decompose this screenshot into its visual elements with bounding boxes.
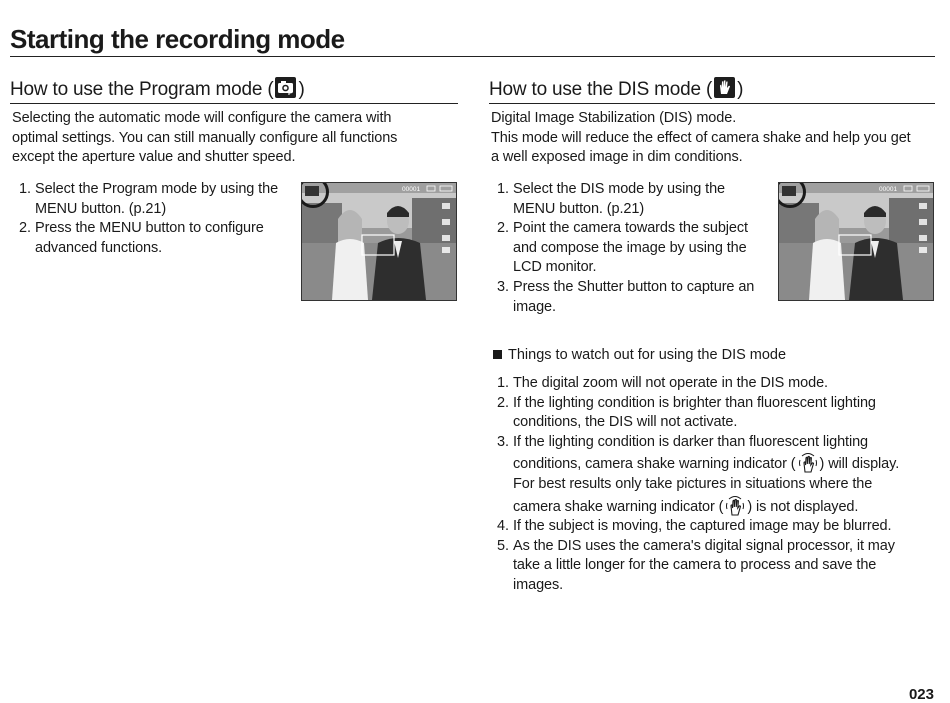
step-line: Press the MENU button to configure bbox=[35, 220, 264, 237]
shot-counter: 00001 bbox=[402, 186, 421, 193]
dis-intro-line: This mode will reduce the effect of camera shake and help you get bbox=[491, 129, 911, 146]
step-number: 2. bbox=[497, 220, 509, 237]
dis-intro-line: a well exposed image in dim conditions. bbox=[491, 149, 743, 166]
step-line: Point the camera towards the subject bbox=[513, 220, 748, 237]
shot-counter: 00001 bbox=[879, 186, 898, 193]
step-line: Select the Program mode by using the bbox=[35, 181, 279, 197]
dis-heading-text: How to use the DIS mode ( bbox=[489, 79, 713, 100]
item-text: conditions, camera shake warning indicator ( bbox=[513, 456, 796, 473]
step-number: 3. bbox=[497, 278, 509, 295]
item-text: ) is not displayed. bbox=[747, 498, 859, 515]
dis-watch-heading bbox=[493, 346, 786, 366]
step-line: MENU button. (p.21) bbox=[35, 200, 167, 217]
item-number: 1. bbox=[497, 375, 509, 391]
program-step bbox=[19, 219, 294, 258]
item-line bbox=[513, 452, 937, 475]
dis-lcd-preview bbox=[778, 182, 934, 301]
item-number: 4. bbox=[497, 518, 509, 535]
step-number: 2. bbox=[19, 220, 31, 237]
program-steps bbox=[19, 180, 294, 258]
watch-item bbox=[497, 517, 937, 537]
dis-step bbox=[497, 180, 772, 219]
dis-step bbox=[497, 278, 772, 317]
item-text: ) will display. bbox=[819, 456, 900, 473]
item-line: If the subject is moving, the captured image may be blurred. bbox=[513, 518, 892, 535]
step-line: LCD monitor. bbox=[513, 259, 597, 276]
program-intro-line: Selecting the automatic mode will configure the camera with bbox=[12, 110, 392, 126]
svg-text:P: P bbox=[288, 90, 293, 97]
watch-item bbox=[497, 374, 937, 394]
watch-item bbox=[497, 433, 937, 517]
item-line: If the lighting condition is darker than fluorescent lighting bbox=[513, 433, 869, 450]
item-line: images. bbox=[513, 576, 564, 593]
program-step bbox=[19, 180, 294, 219]
program-lcd-preview bbox=[301, 182, 457, 301]
item-number: 2. bbox=[497, 394, 509, 411]
step-line: Select the DIS mode by using the bbox=[513, 181, 726, 197]
program-heading-text: How to use the Program mode ( bbox=[10, 79, 274, 100]
step-line: Press the Shutter button to capture an bbox=[513, 278, 755, 295]
step-line: image. bbox=[513, 298, 556, 315]
page-title: Starting the recording mode bbox=[10, 22, 935, 57]
dis-intro-line: Digital Image Stabilization (DIS) mode. bbox=[491, 110, 737, 126]
item-line: As the DIS uses the camera's digital signal processor, it may bbox=[513, 537, 895, 554]
dis-mode-heading bbox=[489, 77, 935, 104]
dis-mode-hand-icon bbox=[714, 77, 735, 98]
watch-heading-text: Things to watch out for using the DIS mode bbox=[508, 347, 787, 363]
item-number: 3. bbox=[497, 433, 509, 450]
camera-shake-warning-icon bbox=[723, 495, 747, 517]
program-intro bbox=[12, 109, 452, 168]
step-number: 1. bbox=[497, 181, 509, 197]
item-line: If the lighting condition is brighter than fluorescent lighting bbox=[513, 394, 876, 411]
step-line: advanced functions. bbox=[35, 239, 163, 256]
dis-steps bbox=[497, 180, 772, 317]
step-number: 1. bbox=[19, 181, 31, 197]
watch-item bbox=[497, 394, 937, 433]
step-line: and compose the image by using the bbox=[513, 239, 747, 256]
item-line: The digital zoom will not operate in the DIS mode. bbox=[513, 375, 828, 391]
item-line: take a little longer for the camera to process and save the bbox=[513, 557, 877, 574]
dis-heading-close: ) bbox=[737, 79, 744, 100]
square-bullet-icon bbox=[493, 350, 502, 359]
program-intro-line: optimal settings. You can still manually configure all functions bbox=[12, 129, 398, 146]
item-line: conditions, the DIS will not activate. bbox=[513, 414, 738, 431]
item-line bbox=[513, 495, 937, 518]
item-text: camera shake warning indicator ( bbox=[513, 498, 724, 515]
item-number: 5. bbox=[497, 537, 509, 554]
program-heading-close: ) bbox=[298, 79, 305, 100]
dis-step bbox=[497, 219, 772, 278]
program-mode-heading bbox=[10, 77, 458, 104]
camera-shake-warning-icon bbox=[796, 452, 820, 474]
program-mode-camera-icon bbox=[275, 77, 296, 98]
item-line: For best results only take pictures in situations where the bbox=[513, 475, 873, 492]
watch-item bbox=[497, 537, 937, 596]
page-number: 023 bbox=[908, 686, 934, 703]
step-line: MENU button. (p.21) bbox=[513, 200, 645, 217]
dis-watch-list bbox=[497, 374, 937, 596]
dis-intro bbox=[491, 109, 936, 168]
program-intro-line: except the aperture value and shutter speed. bbox=[12, 149, 296, 166]
